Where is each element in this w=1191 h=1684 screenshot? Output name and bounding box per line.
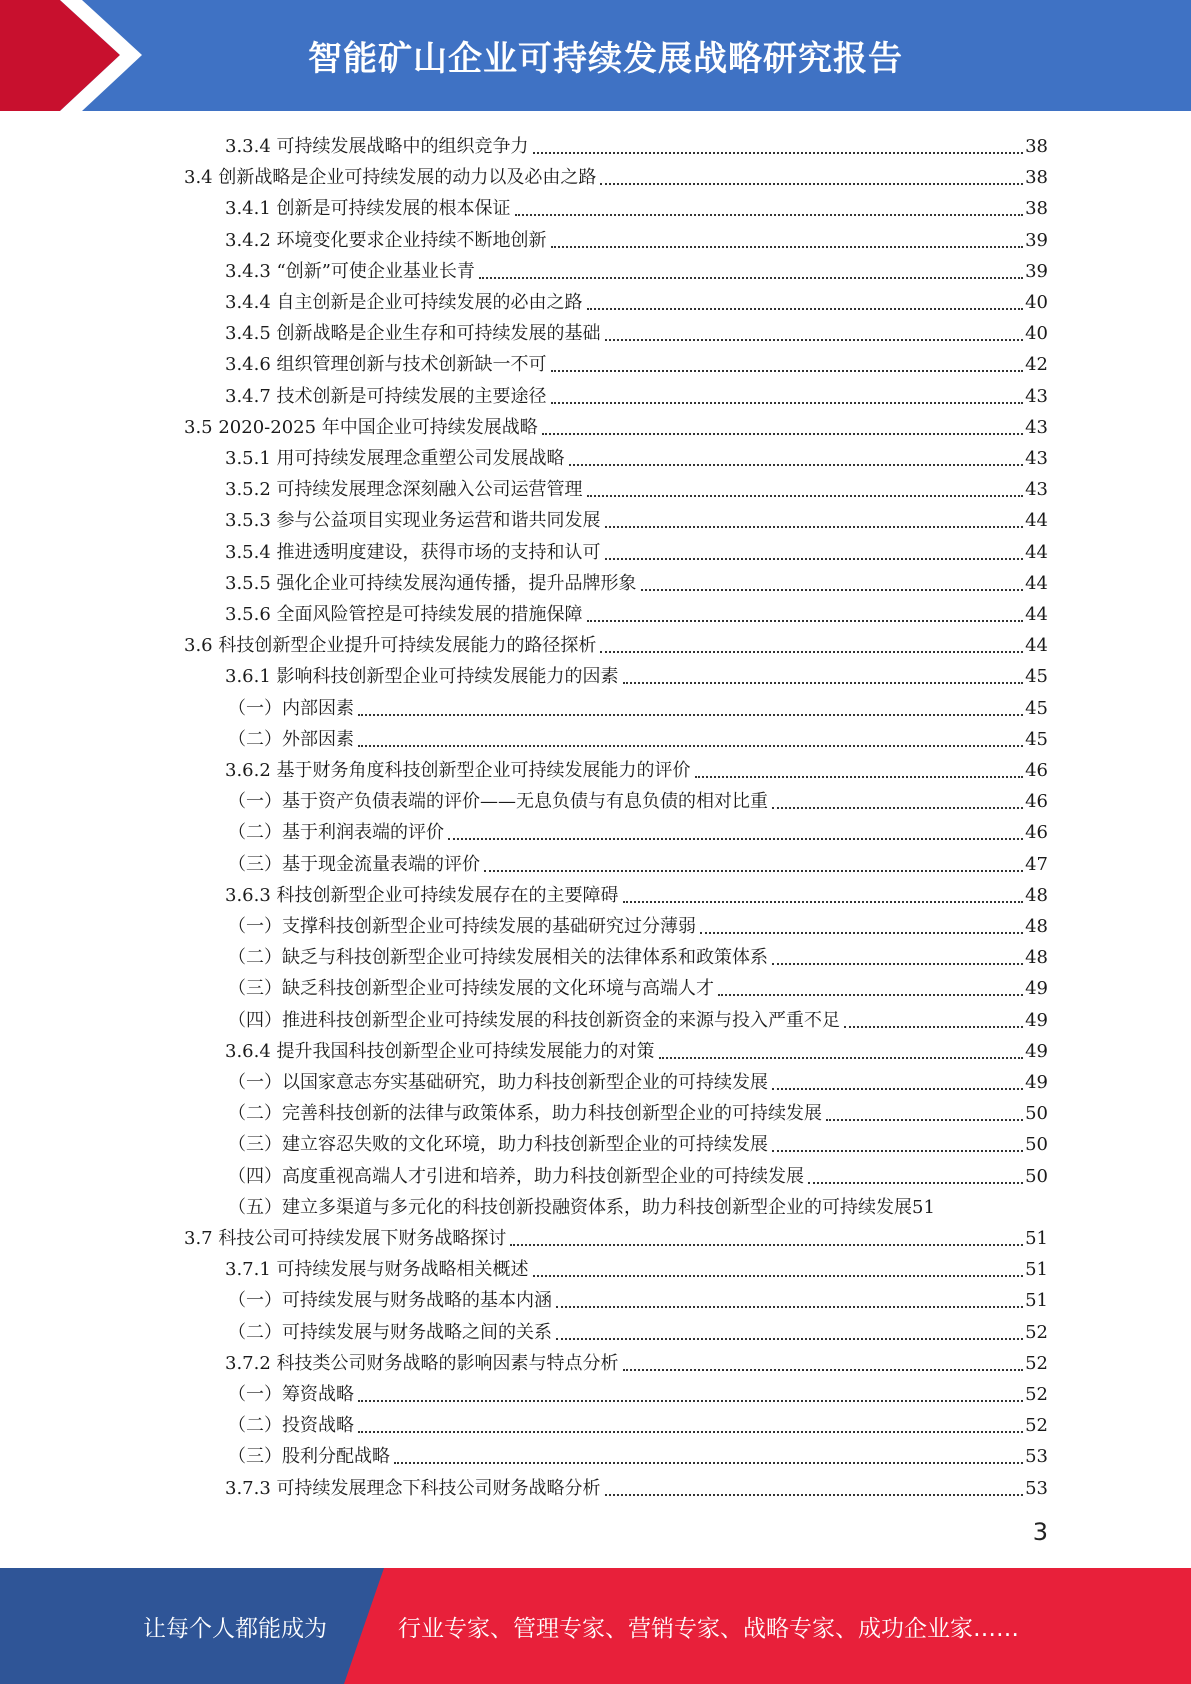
toc-entry-page: 39 [1025,260,1048,282]
toc-leader-dots [718,993,1023,996]
toc-entry[interactable] [225,345,1048,376]
toc-leader-dots [605,1493,1024,1496]
toc-entry-title: 3.5.5 强化企业可持续发展沟通传播，提升品牌形象 [225,572,637,594]
toc-entry-page: 52 [1025,1415,1048,1437]
toc-entry-page: 48 [1025,884,1048,906]
toc-entry-title: 3.7.3 可持续发展理念下科技公司财务战略分析 [225,1477,601,1499]
toc-entry[interactable] [184,1219,1048,1250]
toc-entry-title: 3.4.1 创新是可持续发展的根本保证 [225,198,511,220]
toc-entry[interactable] [228,845,1048,876]
toc-entry-title: 3.4.4 自主创新是企业可持续发展的必由之路 [225,292,583,313]
toc-entry-title: 3.6.2 基于财务角度科技创新型企业可持续发展能力的评价 [225,760,691,781]
toc-entry-page: 44 [1025,604,1048,625]
toc-entry-title: （二）外部因素 [228,728,354,750]
toc-entry-title: （二）完善科技创新的法律与政策体系，助力科技创新型企业的可持续发展 [228,1103,822,1125]
toc-leader-dots [587,494,1024,497]
toc-entry-page: 51 [912,1196,935,1218]
toc-entry-title: （一）筹资战略 [228,1384,354,1405]
toc-entry-title: （二）可持续发展与财务战略之间的关系 [228,1321,552,1343]
toc-entry[interactable] [184,408,1048,439]
toc-leader-dots [542,432,1023,435]
toc-entry[interactable] [228,1063,1048,1094]
toc-entry-page: 44 [1025,635,1048,657]
toc-leader-dots [623,1368,1024,1371]
toc-entry[interactable] [228,907,1048,938]
page-header [0,0,1191,111]
toc-leader-dots [569,463,1024,466]
toc-leader-dots [551,401,1024,404]
toc-entry-title: 3.7.1 可持续发展与财务战略相关概述 [225,1259,529,1281]
toc-entry[interactable] [225,439,1048,470]
toc-entry[interactable] [228,1406,1048,1437]
toc-entry[interactable] [225,314,1048,345]
toc-leader-dots [515,213,1024,216]
toc-entry-page: 46 [1025,760,1048,781]
toc-entry-page: 38 [1025,136,1048,157]
toc-entry[interactable] [225,657,1048,688]
toc-entry-page: 44 [1025,510,1048,532]
toc-entry[interactable] [228,1125,1048,1156]
toc-entry-page: 40 [1025,323,1048,345]
toc-entry[interactable] [225,127,1048,158]
toc-entry-page: 44 [1025,572,1048,594]
toc-leader-dots [551,245,1024,248]
toc-leader-dots [600,182,1023,185]
toc-entry-title: 3.4.6 组织管理创新与技术创新缺一不可 [225,354,547,376]
toc-entry[interactable] [225,501,1048,532]
toc-entry[interactable] [225,283,1048,314]
footer-tagline: 让每个人都能成为 [143,1615,327,1642]
toc-entry-title: （三）股利分配战略 [228,1446,390,1468]
toc-entry-page: 48 [1025,947,1048,969]
toc-entry-page: 50 [1025,1134,1048,1156]
toc-entry-page: 46 [1025,822,1048,844]
toc-entry-page: 52 [1025,1384,1048,1405]
toc-entry-title: 3.5.6 全面风险管控是可持续发展的措施保障 [225,604,583,625]
toc-leader-dots [772,806,1023,809]
toc-entry[interactable] [228,1281,1048,1312]
toc-entry-title: 3.5.1 用可持续发展理念重塑公司发展战略 [225,448,565,469]
toc-entry-page: 51 [1025,1228,1048,1249]
toc-entry[interactable] [225,595,1048,626]
toc-entry[interactable] [225,876,1048,907]
toc-leader-dots [808,1181,1023,1184]
toc-entry-title: （一）可持续发展与财务战略的基本内涵 [228,1290,552,1312]
toc-leader-dots [826,1118,1023,1121]
toc-entry-title: 3.6.4 提升我国科技创新型企业可持续发展能力的对策 [225,1040,655,1062]
toc-entry-title: 3.4.2 环境变化要求企业持续不断地创新 [225,229,547,251]
toc-entry-title: 3.5.4 推进透明度建设，获得市场的支持和认可 [225,541,601,563]
toc-entry-title: 3.4.7 技术创新是可持续发展的主要途径 [225,385,547,407]
toc-leader-dots [772,1087,1023,1090]
toc-leader-dots [358,1399,1023,1402]
toc-leader-dots [479,276,1023,279]
toc-entry[interactable] [228,720,1048,751]
toc-leader-dots [600,650,1023,653]
toc-entry-page: 43 [1025,448,1048,469]
toc-leader-dots [623,900,1024,903]
toc-entry-title: 3.5.2 可持续发展理念深刻融入公司运营管理 [225,479,583,501]
toc-leader-dots [623,681,1024,684]
toc-entry-page: 46 [1025,791,1048,813]
toc-entry[interactable] [228,1157,1048,1188]
toc-entry-page: 53 [1025,1446,1048,1468]
toc-entry[interactable] [228,1001,1048,1032]
toc-entry[interactable] [184,158,1048,189]
toc-leader-dots [556,1337,1023,1340]
toc-entry-page: 49 [1025,1009,1048,1031]
toc-entry[interactable] [225,221,1048,252]
toc-entry-page: 40 [1025,292,1048,313]
toc-leader-dots [605,525,1024,528]
toc-entry-title: 3.7.2 科技类公司财务战略的影响因素与特点分析 [225,1352,619,1374]
toc-entry-page: 52 [1025,1321,1048,1343]
toc-entry[interactable] [228,1313,1048,1344]
toc-leader-dots [358,744,1023,747]
toc-leader-dots [587,307,1024,310]
toc-entry-title: （一）基于资产负债表端的评价——无息负债与有息负债的相对比重 [228,791,768,813]
toc-leader-dots [695,775,1024,778]
toc-entry-title: 3.7 科技公司可持续发展下财务战略探讨 [184,1228,507,1249]
toc-entry-page: 48 [1025,916,1048,937]
toc-entry[interactable] [225,1250,1048,1281]
footer-slogan: 行业专家、管理专家、营销专家、战略专家、成功企业家…… [398,1615,1019,1642]
page-footer [0,1568,1191,1684]
toc-entry[interactable] [225,1469,1048,1500]
toc-entry[interactable] [225,470,1048,501]
toc-entry-page: 51 [1025,1290,1048,1312]
toc-entry-page: 49 [1025,1040,1048,1062]
toc-leader-dots [844,1025,1023,1028]
toc-entry-page: 43 [1025,416,1048,438]
toc-entry-title: 3.4.5 创新战略是企业生存和可持续发展的基础 [225,323,601,345]
toc-entry-title: （一）内部因素 [228,697,354,719]
toc-entry-page: 53 [1025,1477,1048,1499]
toc-entry-title: （三）缺乏科技创新型企业可持续发展的文化环境与高端人才 [228,978,714,1000]
toc-entry-page: 44 [1025,541,1048,563]
toc-leader-dots [605,557,1024,560]
toc-entry-page: 49 [1025,978,1048,1000]
toc-entry[interactable] [228,969,1048,1000]
toc-leader-dots [533,1274,1024,1277]
toc-leader-dots [510,1243,1023,1246]
toc-entry-page: 45 [1025,728,1048,750]
toc-leader-dots [700,931,1023,934]
toc-entry-page: 39 [1025,229,1048,251]
toc-entry[interactable] [228,1094,1048,1125]
toc-entry[interactable] [225,564,1048,595]
page-number: 3 [1032,1518,1048,1546]
toc-leader-dots [587,619,1024,622]
toc-entry-title: 3.6.1 影响科技创新型企业可持续发展能力的因素 [225,666,619,688]
toc-entry[interactable] [184,626,1048,657]
toc-entry[interactable] [225,252,1048,283]
toc-entry-title: （二）投资战略 [228,1415,354,1437]
toc-leader-dots [394,1461,1023,1464]
toc-leader-dots [641,588,1024,591]
toc-leader-dots [358,713,1023,716]
toc-entry[interactable] [228,782,1048,813]
toc-entry-page: 52 [1025,1352,1048,1374]
toc-leader-dots [556,1305,1023,1308]
toc-entry[interactable] [228,1437,1048,1468]
toc-entry-page: 50 [1025,1165,1048,1187]
toc-entry-title: （三）基于现金流量表端的评价 [228,853,480,875]
toc-entry[interactable] [225,751,1048,782]
toc-entry-page: 50 [1025,1103,1048,1125]
toc-leader-dots [659,1056,1024,1059]
toc-entry-page: 45 [1025,666,1048,688]
toc-leader-dots [533,151,1024,154]
toc-entry-page: 43 [1025,479,1048,501]
toc-entry-title: 3.6 科技创新型企业提升可持续发展能力的路径探析 [184,635,597,657]
toc-entry[interactable] [228,1188,1048,1219]
toc-entry-title: （五）建立多渠道与多元化的科技创新投融资体系，助力科技创新型企业的可持续发展 [228,1196,912,1218]
toc-entry[interactable] [225,377,1048,408]
toc-entry-title: （一）支撑科技创新型企业可持续发展的基础研究过分薄弱 [228,916,696,937]
toc-entry[interactable] [228,813,1048,844]
toc-entry[interactable] [225,189,1048,220]
toc-entry-page: 49 [1025,1072,1048,1093]
toc-leader-dots [551,369,1024,372]
toc-entry-page: 47 [1025,853,1048,875]
toc-entry[interactable] [225,533,1048,564]
toc-entry-title: （四）推进科技创新型企业可持续发展的科技创新资金的来源与投入严重不足 [228,1009,840,1031]
report-title: 智能矿山企业可持续发展战略研究报告 [308,39,903,79]
toc-entry-title: （二）基于利润表端的评价 [228,822,444,844]
toc-entry-page: 51 [1025,1259,1048,1281]
toc-entry[interactable] [225,1032,1048,1063]
toc-entry-title: 3.4 创新战略是企业可持续发展的动力以及必由之路 [184,167,597,189]
toc-leader-dots [772,1149,1023,1152]
toc-entry[interactable] [228,1375,1048,1406]
toc-entry[interactable] [228,938,1048,969]
toc-leader-dots [605,338,1024,341]
toc-entry-title: 3.5 2020-2025 年中国企业可持续发展战略 [184,416,538,438]
toc-entry-title: （二）缺乏与科技创新型企业可持续发展相关的法律体系和政策体系 [228,947,768,969]
toc-entry-title: 3.4.3 “创新”可使企业基业长青 [225,260,475,282]
toc-entry-page: 45 [1025,697,1048,719]
toc-entry-page: 43 [1025,385,1048,407]
toc-entry-title: 3.6.3 科技创新型企业可持续发展存在的主要障碍 [225,884,619,906]
toc-leader-dots [358,1430,1023,1433]
toc-entry[interactable] [228,689,1048,720]
toc-leader-dots [484,869,1023,872]
toc-entry-page: 38 [1025,198,1048,220]
toc-leader-dots [448,837,1023,840]
toc-leader-dots [772,962,1023,965]
toc-entry-title: 3.5.3 参与公益项目实现业务运营和谐共同发展 [225,510,601,532]
toc-entry-page: 42 [1025,354,1048,376]
toc-entry-title: （四）高度重视高端人才引进和培养，助力科技创新型企业的可持续发展 [228,1165,804,1187]
toc-entry-title: （三）建立容忍失败的文化环境，助力科技创新型企业的可持续发展 [228,1134,768,1156]
toc-entry[interactable] [225,1344,1048,1375]
toc-entry-title: 3.3.4 可持续发展战略中的组织竞争力 [225,136,529,157]
toc-entry-page: 38 [1025,167,1048,189]
toc-entry-title: （一）以国家意志夯实基础研究，助力科技创新型企业的可持续发展 [228,1072,768,1093]
